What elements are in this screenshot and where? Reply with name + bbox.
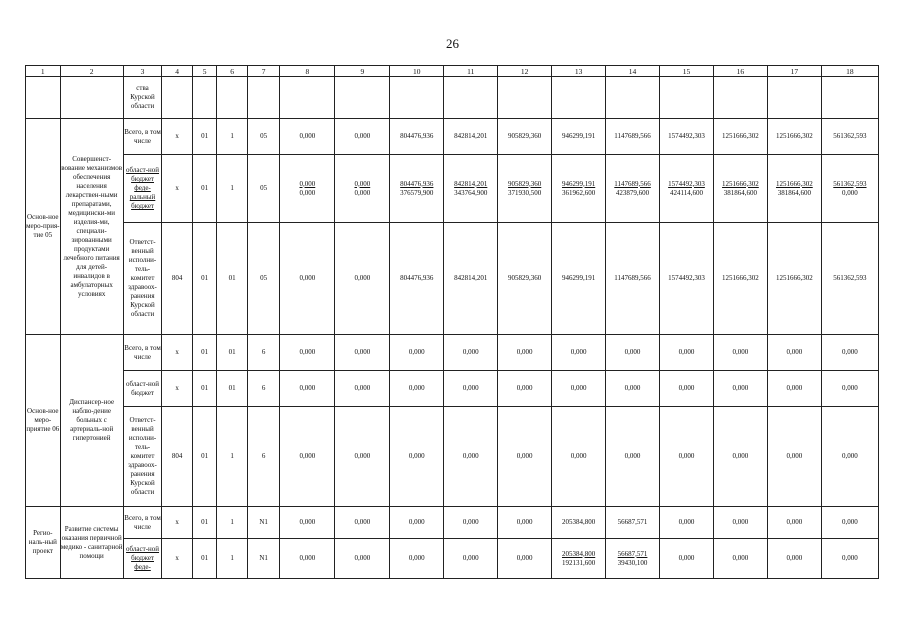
amount-cell: 0,000 bbox=[498, 371, 552, 407]
code-cell: 01 bbox=[217, 335, 248, 371]
row-label: Всего, в том числе bbox=[123, 335, 162, 371]
measure-code: Основ-ное меро-приятие 06 bbox=[26, 335, 61, 507]
amount-cell: 1251666,302 bbox=[713, 223, 767, 335]
column-number: 14 bbox=[606, 66, 660, 77]
amount-cell: 1147689,566 bbox=[606, 223, 660, 335]
code-cell: 6 bbox=[247, 335, 280, 371]
amount-cell: 0,000 bbox=[444, 407, 498, 507]
code-cell: x bbox=[162, 507, 193, 539]
amount-cell: 0,000 bbox=[821, 507, 878, 539]
column-number: 13 bbox=[552, 66, 606, 77]
column-number: 1 bbox=[26, 66, 61, 77]
column-number: 8 bbox=[280, 66, 335, 77]
amount-cell: 0,000 bbox=[767, 407, 821, 507]
amount-cell: 0,000 bbox=[552, 335, 606, 371]
amount-cell bbox=[606, 539, 660, 579]
amount-cell: 842814,201 bbox=[444, 223, 498, 335]
page-number: 26 bbox=[446, 36, 459, 51]
column-number: 12 bbox=[498, 66, 552, 77]
code-cell: x bbox=[162, 371, 193, 407]
code-cell: 01 bbox=[192, 407, 216, 507]
amount-value: 0,000 bbox=[732, 554, 749, 562]
amount-cell: 804476,936 bbox=[390, 223, 444, 335]
amount-cell bbox=[444, 539, 498, 579]
amount-value-federal: 381864,600 bbox=[723, 188, 758, 197]
amount-cell: 0,000 bbox=[606, 407, 660, 507]
amount-cell: 0,000 bbox=[280, 371, 335, 407]
code-cell: 05 bbox=[247, 155, 280, 223]
amount-cell: 0,000 bbox=[335, 507, 390, 539]
amount-value: 804476,936 bbox=[400, 179, 434, 188]
amount-cell bbox=[660, 539, 714, 579]
column-number-row bbox=[26, 66, 879, 77]
amount-cell: 0,000 bbox=[660, 335, 714, 371]
amount-value-federal: 423879,600 bbox=[615, 188, 650, 197]
table-row bbox=[26, 155, 879, 223]
amount-value-federal: 381864,600 bbox=[777, 188, 811, 197]
code-cell: 01 bbox=[217, 371, 248, 407]
amount-cell bbox=[821, 539, 878, 579]
amount-value-federal: 0,000 bbox=[842, 188, 858, 197]
amount-cell: 1251666,302 bbox=[713, 119, 767, 155]
column-number: 10 bbox=[390, 66, 444, 77]
amount-value: 0,000 bbox=[786, 554, 803, 562]
amount-value: 0,000 bbox=[299, 554, 316, 562]
amount-cell bbox=[660, 155, 714, 223]
amount-value: 905829,360 bbox=[508, 179, 542, 188]
code-cell: x bbox=[162, 155, 193, 223]
amount-cell bbox=[498, 155, 552, 223]
amount-cell bbox=[498, 539, 552, 579]
amount-value-federal: 343764,900 bbox=[454, 188, 488, 197]
amount-cell: 0,000 bbox=[335, 371, 390, 407]
amount-cell: 905829,360 bbox=[498, 223, 552, 335]
amount-value: 0,000 bbox=[354, 179, 371, 188]
code-cell: x bbox=[162, 539, 193, 579]
table-row bbox=[26, 77, 879, 119]
row-label: Всего, в том числе bbox=[123, 119, 162, 155]
amount-cell: 0,000 bbox=[767, 371, 821, 407]
amount-cell: 0,000 bbox=[552, 371, 606, 407]
amount-cell: 0,000 bbox=[660, 407, 714, 507]
amount-value: 1251666,302 bbox=[722, 179, 759, 188]
amount-value: 0,000 bbox=[299, 179, 316, 188]
column-number: 2 bbox=[60, 66, 123, 77]
row-label: Всего, в том числе bbox=[123, 507, 162, 539]
amount-cell bbox=[552, 539, 606, 579]
column-number: 4 bbox=[162, 66, 193, 77]
amount-cell: 0,000 bbox=[606, 335, 660, 371]
table-row bbox=[26, 119, 879, 155]
measure-name: Развитие системы оказания первичной медико - санитарной помощи bbox=[60, 507, 123, 579]
table-row bbox=[26, 507, 879, 539]
amount-cell: 0,000 bbox=[444, 371, 498, 407]
amount-cell bbox=[606, 155, 660, 223]
measure-code: Основ-ное меро-прия-тие 05 bbox=[26, 119, 61, 335]
amount-cell bbox=[280, 539, 335, 579]
code-cell: 01 bbox=[192, 507, 216, 539]
amount-value: 0,000 bbox=[842, 554, 858, 562]
amount-value-federal: 192131,600 bbox=[561, 558, 596, 567]
amount-value-federal: 0,000 bbox=[354, 188, 371, 197]
amount-cell: 0,000 bbox=[444, 507, 498, 539]
amount-value-federal: 371930,500 bbox=[508, 188, 542, 197]
measure-name: Диспансер-ное наблю-дение больных с артериаль-ной гипертонией bbox=[60, 335, 123, 507]
amount-value: 0,000 bbox=[678, 554, 695, 562]
column-number: 6 bbox=[217, 66, 248, 77]
row-label: област-ной бюджет феде-ральный бюджет bbox=[123, 155, 162, 223]
amount-cell: 0,000 bbox=[390, 371, 444, 407]
row-label: Ответст-венный исполни-тель-комитет здравоох-ранения Курской области bbox=[123, 407, 162, 507]
amount-value: 0,000 bbox=[516, 554, 533, 562]
amount-value: 205384,800 bbox=[561, 549, 596, 558]
amount-cell: 0,000 bbox=[280, 223, 335, 335]
amount-cell: 561362,593 bbox=[821, 119, 878, 155]
amount-value: 561362,593 bbox=[833, 179, 867, 188]
amount-cell bbox=[280, 155, 335, 223]
code-cell: x bbox=[162, 119, 193, 155]
amount-value: 1251666,302 bbox=[775, 179, 813, 188]
amount-cell: 0,000 bbox=[280, 335, 335, 371]
code-cell: 01 bbox=[192, 335, 216, 371]
amount-cell: 1251666,302 bbox=[767, 223, 821, 335]
amount-value: 1147689,566 bbox=[614, 179, 651, 188]
amount-cell: 0,000 bbox=[660, 507, 714, 539]
amount-cell: 0,000 bbox=[552, 407, 606, 507]
amount-value: 56687,571 bbox=[617, 549, 648, 558]
code-cell: 1 bbox=[217, 507, 248, 539]
row-label: ства Курской области bbox=[123, 77, 162, 119]
code-cell: 6 bbox=[247, 371, 280, 407]
amount-cell: 0,000 bbox=[335, 119, 390, 155]
amount-cell bbox=[444, 155, 498, 223]
code-cell: 1 bbox=[217, 119, 248, 155]
amount-value: 946299,191 bbox=[561, 179, 596, 188]
table-row bbox=[26, 335, 879, 371]
amount-value: 0,000 bbox=[462, 554, 479, 562]
amount-cell: 0,000 bbox=[390, 507, 444, 539]
amount-cell: 0,000 bbox=[335, 407, 390, 507]
amount-cell: 946299,191 bbox=[552, 119, 606, 155]
amount-cell: 1574492,303 bbox=[660, 223, 714, 335]
column-number: 7 bbox=[247, 66, 280, 77]
amount-cell bbox=[335, 155, 390, 223]
amount-cell: 905829,360 bbox=[498, 119, 552, 155]
column-number: 18 bbox=[821, 66, 878, 77]
amount-cell: 56687,571 bbox=[606, 507, 660, 539]
amount-cell bbox=[713, 155, 767, 223]
amount-cell bbox=[552, 155, 606, 223]
measure-code: Регио-наль-ный проект bbox=[26, 507, 61, 579]
measure-name: Совершенст-вование механизмов обеспечения населения лекарствен-ными препаратами, медицински-ми изделия-ми, специали-зированными продуктами лечебного питания для детей-инвалидов в амбулаторных условиях bbox=[60, 119, 123, 335]
code-cell: 1 bbox=[217, 407, 248, 507]
amount-cell: 0,000 bbox=[821, 335, 878, 371]
table-row bbox=[26, 371, 879, 407]
amount-cell: 1574492,303 bbox=[660, 119, 714, 155]
amount-cell: 0,000 bbox=[280, 407, 335, 507]
code-cell: N1 bbox=[247, 507, 280, 539]
amount-cell: 0,000 bbox=[335, 335, 390, 371]
amount-cell: 0,000 bbox=[280, 119, 335, 155]
amount-cell: 0,000 bbox=[821, 371, 878, 407]
row-label: област-ной бюджет феде- bbox=[123, 539, 162, 579]
column-number: 17 bbox=[767, 66, 821, 77]
row-label: област-ной бюджет bbox=[123, 371, 162, 407]
amount-cell: 0,000 bbox=[606, 371, 660, 407]
amount-cell: 0,000 bbox=[390, 335, 444, 371]
column-number: 15 bbox=[660, 66, 714, 77]
amount-cell: 0,000 bbox=[713, 507, 767, 539]
amount-value-federal: 0,000 bbox=[299, 188, 316, 197]
amount-cell: 0,000 bbox=[660, 371, 714, 407]
column-number: 16 bbox=[713, 66, 767, 77]
amount-cell: 1251666,302 bbox=[767, 119, 821, 155]
amount-cell: 0,000 bbox=[767, 335, 821, 371]
amount-cell bbox=[767, 539, 821, 579]
amount-cell bbox=[821, 155, 878, 223]
amount-cell: 0,000 bbox=[390, 407, 444, 507]
amount-cell: 0,000 bbox=[444, 335, 498, 371]
code-cell: 01 bbox=[192, 223, 216, 335]
table-row bbox=[26, 407, 879, 507]
amount-cell: 1147689,566 bbox=[606, 119, 660, 155]
amount-value: 0,000 bbox=[354, 554, 371, 562]
amount-value: 1574492,303 bbox=[668, 179, 705, 188]
amount-value: 0,000 bbox=[408, 554, 425, 562]
code-cell: 05 bbox=[247, 119, 280, 155]
code-cell: 05 bbox=[247, 223, 280, 335]
row-label: Ответст-венный исполни-тель-комитет здравоох-ранения Курской области bbox=[123, 223, 162, 335]
code-cell: 01 bbox=[192, 155, 216, 223]
amount-value-federal: 376579,900 bbox=[400, 188, 434, 197]
code-cell: 01 bbox=[192, 119, 216, 155]
amount-cell: 0,000 bbox=[821, 407, 878, 507]
amount-value-federal: 424114,600 bbox=[669, 188, 703, 197]
amount-cell bbox=[390, 539, 444, 579]
table-row bbox=[26, 539, 879, 579]
amount-cell: 0,000 bbox=[280, 507, 335, 539]
amount-cell: 0,000 bbox=[498, 407, 552, 507]
amount-cell: 0,000 bbox=[713, 371, 767, 407]
table-row bbox=[26, 223, 879, 335]
amount-cell: 0,000 bbox=[767, 507, 821, 539]
amount-value-federal: 39430,100 bbox=[617, 558, 648, 567]
amount-cell: 0,000 bbox=[498, 507, 552, 539]
code-cell: 804 bbox=[162, 223, 193, 335]
code-cell: 1 bbox=[217, 155, 248, 223]
amount-cell: 0,000 bbox=[713, 335, 767, 371]
code-cell: 6 bbox=[247, 407, 280, 507]
amount-cell: 804476,936 bbox=[390, 119, 444, 155]
amount-cell: 0,000 bbox=[498, 335, 552, 371]
code-cell: 01 bbox=[217, 223, 248, 335]
code-cell: 01 bbox=[192, 371, 216, 407]
code-cell: x bbox=[162, 335, 193, 371]
amount-value: 842814,201 bbox=[454, 179, 488, 188]
column-number: 9 bbox=[335, 66, 390, 77]
budget-table bbox=[25, 65, 879, 579]
amount-cell: 0,000 bbox=[335, 223, 390, 335]
code-cell: N1 bbox=[247, 539, 280, 579]
amount-cell bbox=[390, 155, 444, 223]
amount-cell: 561362,593 bbox=[821, 223, 878, 335]
code-cell: 01 bbox=[192, 539, 216, 579]
amount-cell bbox=[335, 539, 390, 579]
column-number: 11 bbox=[444, 66, 498, 77]
amount-cell bbox=[713, 539, 767, 579]
amount-cell: 946299,191 bbox=[552, 223, 606, 335]
amount-cell: 0,000 bbox=[713, 407, 767, 507]
amount-cell: 842814,201 bbox=[444, 119, 498, 155]
amount-value-federal: 361962,600 bbox=[561, 188, 596, 197]
column-number: 3 bbox=[123, 66, 162, 77]
code-cell: 804 bbox=[162, 407, 193, 507]
code-cell: 1 bbox=[217, 539, 248, 579]
column-number: 5 bbox=[192, 66, 216, 77]
amount-cell bbox=[767, 155, 821, 223]
amount-cell: 205384,800 bbox=[552, 507, 606, 539]
